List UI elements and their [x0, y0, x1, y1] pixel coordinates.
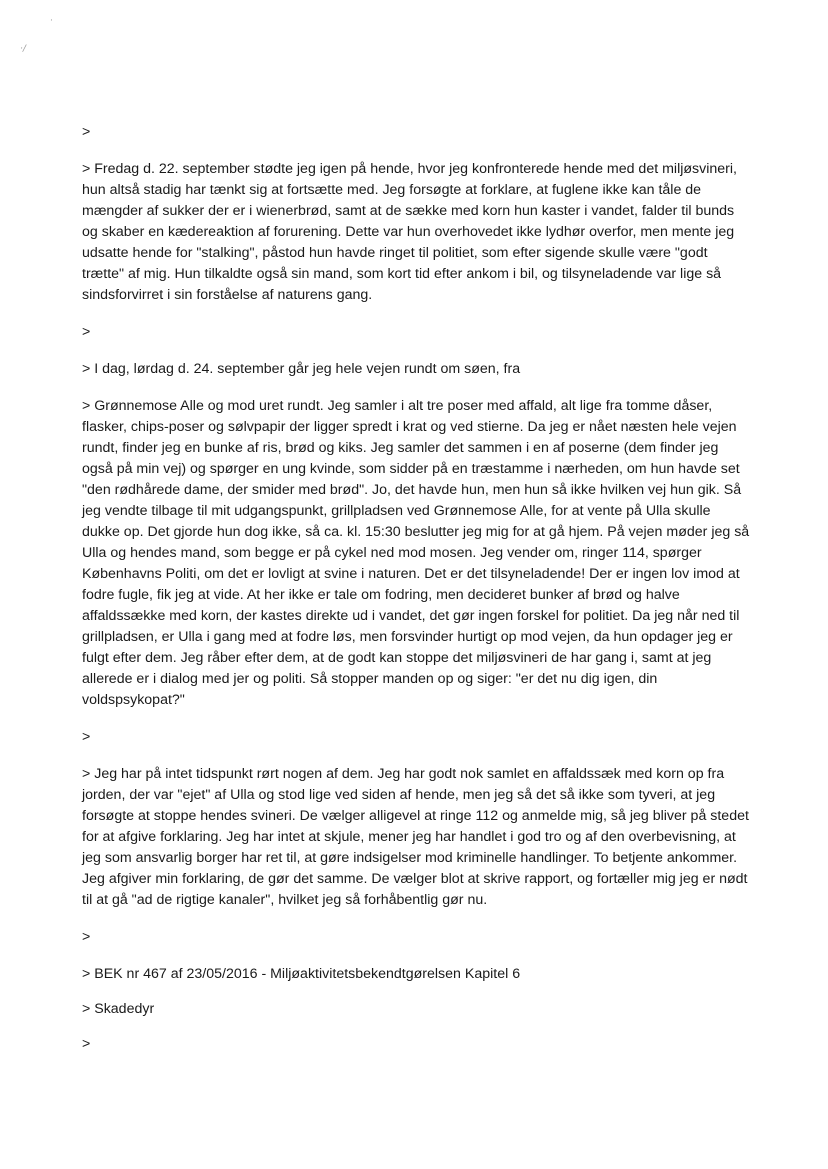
scan-speck: ·: [50, 16, 53, 26]
quote-marker: >: [82, 929, 91, 945]
quote-marker: >: [82, 729, 91, 745]
paragraph-police-statement: > Jeg har på intet tidspunkt rørt nogen af dem. Jeg har godt nok samlet en affaldssæk med korn op fra jorden, der var "ejet" af Ulla og stod lige ved siden af hende, men jeg så det så ikke som tyveri, at jeg forsøgte at stoppe hendes svineri. De vælger alligevel at ringe 112 og anmelde mig, så jeg bliver på stedet for at afgive forklaring. Jeg har intet at skjule, mener jeg har handlet i god tro og af den overbevisning, at jeg som ansvarlig borger har ret til, at gøre indsigelser mod kriminelle handlinger. To betjente ankommer. Jeg afgiver min forklaring, de gør det samme. De vælger blot at skrive rapport, og fortæller mig jeg er nødt til at gå "ad de rigtige kanaler", hvilket jeg så forhåbentlig gør nu.: [82, 766, 749, 908]
quote-marker: >: [82, 324, 91, 340]
quote-marker: >: [82, 1036, 91, 1052]
chapter-heading-pests: > Skadedyr: [82, 1001, 155, 1017]
paragraph-friday-encounter: > Fredag d. 22. september stødte jeg igen på hende, hvor jeg konfronterede hende med det miljøsvineri, hun altså stadig har tænkt sig at fortsætte med. Jeg forsøgte at forklare, at fuglene ikke kan tåle de mængder af sukker der er i wienerbrød, samt at de sække med korn hun kaster i vandet, falder til bunds og skaber en kædereaktion af forurening. Dette var hun overhovedet ikke lydhør overfor, men mente jeg udsatte hende for "stalking", påstod hun havde ringet til politiet, som efter sigende skulle være "godt trætte" af mig. Hun tilkaldte også sin mand, som kort tid efter ankom i bil, og tilsyneladende var lige så sindsforvirret i sin forståelse af naturens gang.: [82, 161, 737, 303]
paragraph-saturday-walk: > Grønnemose Alle og mod uret rundt. Jeg samler i alt tre poser med affald, alt lige fra tomme dåser, flasker, chips-poser og sølvpapir der ligger spredt i krat og ved stierne. Da jeg er nået næsten hele vejen rundt, finder jeg en bunke af ris, brød og kiks. Jeg samler det sammen i en af poserne (dem finder jeg også på min vej) og spørger en ung kvinde, som sidder på en træstamme i nærheden, om hun havde set "den rødhårede dame, der smider med brød". Jo, det havde hun, men hun så ikke hvilken vej hun gik. Så jeg vendte tilbage til mit udgangspunkt, grillpladsen ved Grønnemose Alle, for at vente på Ulla skulle dukke op. Det gjorde hun dog ikke, så ca. kl. 15:30 beslutter jeg mig for at gå hjem. På vejen møder jeg så Ulla og hendes mand, som begge er på cykel ned mod mosen. Jeg vender om, ringer 114, spørger Københavns Politi, om det er lovligt at svine i naturen. Det er det tilsyneladende! Der er ingen lov imod at fodre fugle, fik jeg at vide. At her ikke er tale om fodring, men decideret bunker af brød og halve affaldssække med korn, der kastes direkte ud i vandet, det gør ingen forskel for politiet. Da jeg når ned til grillpladsen, er Ulla i gang med at fodre løs, men forsvinder hurtigt op mod vejen, da hun opdager jeg er fulgt efter dem. Jeg råber efter dem, at de godt kan stoppe det miljøsvineri de har gang i, samt at jeg allerede er i dialog med jer og politi. Så stopper manden op og siger: "er det nu dig igen, din voldspsykopat?": [82, 398, 750, 708]
quote-marker: >: [82, 124, 91, 140]
document-body: [82, 122, 752, 1055]
paragraph-saturday-intro: > I dag, lørdag d. 24. september går jeg hele vejen rundt om søen, fra: [82, 361, 521, 377]
scan-speck: ﻿·/: [20, 44, 26, 54]
regulation-reference: > BEK nr 467 af 23/05/2016 - Miljøaktivitetsbekendtgørelsen Kapitel 6: [82, 966, 521, 982]
